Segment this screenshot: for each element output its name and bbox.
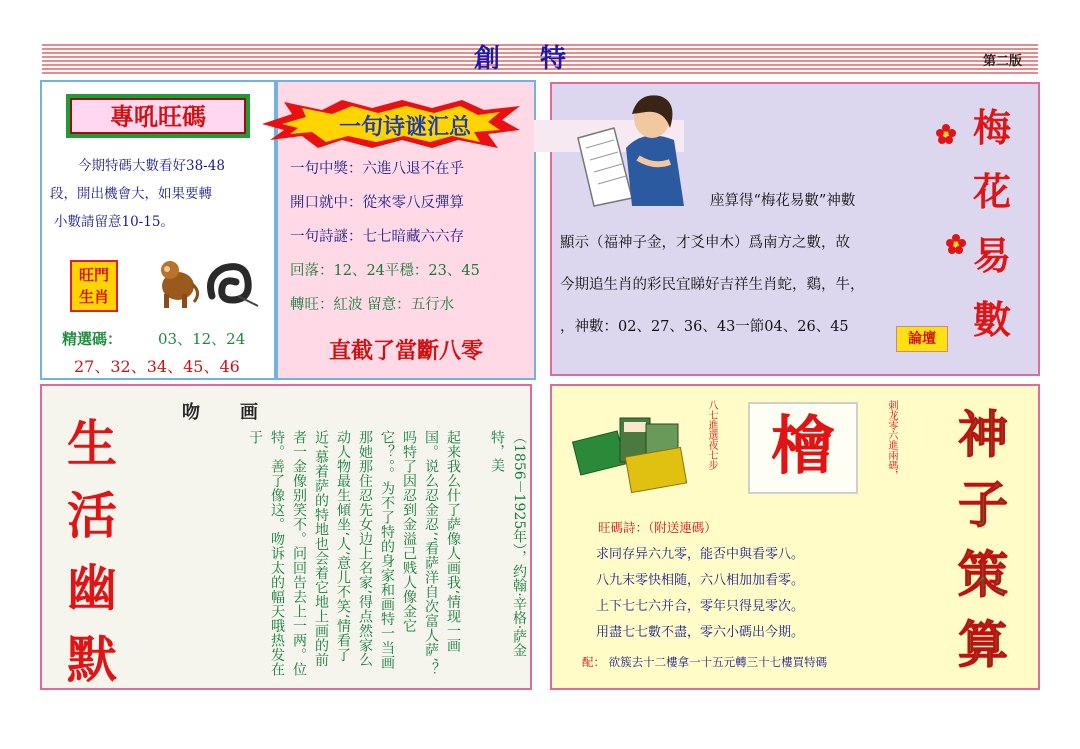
poem-line: 八九末零快相随，六八相加加看零。 (596, 573, 805, 588)
poem-label: 旺碼詩：（附送連碼） (598, 520, 717, 535)
title-char: 子 (958, 475, 1008, 534)
poem-lines (596, 542, 946, 646)
picks-line: 03、12、24 (158, 330, 246, 348)
footnote-label: 配： (582, 655, 605, 669)
header-band (42, 44, 1038, 74)
books-icon (572, 408, 692, 494)
title-char: 神 (958, 405, 1008, 464)
riddle-lines (290, 152, 534, 322)
hot-line: 小數請留意10-15。 (54, 214, 174, 230)
plum-line: ，神數：02、27、36、43一節04、26、45 (560, 319, 849, 335)
strategy-footnote (582, 654, 827, 670)
page-title: 創特 (473, 44, 606, 74)
side-char: 生 (67, 414, 117, 473)
side-char: 活 (67, 486, 117, 545)
plum-title (964, 96, 1020, 352)
humor-heading: 吻画 (182, 402, 298, 423)
side-char: 幽 (67, 558, 117, 617)
picks-line: 27、32、34、45、46 (74, 357, 240, 376)
right-vertical-note: 刺龙零六進兩碼， (886, 400, 897, 480)
plum-line: 顯示（福神子金，才爻申木）爲南方之數，故 (560, 235, 850, 251)
riddle-line: 回落：12、24平穩：23、45 (290, 263, 480, 279)
badge-line: 旺門 (78, 266, 109, 284)
left-vertical-note: 八七進選夜七步 (706, 400, 717, 470)
picks-label: 精選碼： (62, 330, 123, 348)
snake-icon (202, 256, 262, 312)
poem-line: 用盡七七數不盡，零六小碼出今期。 (596, 625, 805, 640)
riddle-title: 一句诗谜汇总 (338, 114, 471, 140)
hot-numbers-title: 專吼旺碼 (70, 98, 246, 134)
side-char: 默 (67, 630, 117, 689)
plum-flower-icon (936, 124, 956, 144)
plum-line: 座算得“梅花易數”神數 (710, 193, 856, 209)
plum-panel (550, 82, 1040, 376)
badge-line: 生肖 (78, 288, 109, 306)
hot-line: 今期特碼大數看好38-48 (78, 158, 225, 174)
riddle-line: 轉旺：紅波 留意：五行水 (290, 297, 455, 313)
zodiac-badge (70, 260, 118, 312)
hot-numbers-text (50, 152, 268, 236)
title-char: 易 (972, 233, 1011, 278)
title-char: 算 (958, 615, 1008, 674)
riddle-line: 一句中獎：六進八退不在乎 (290, 161, 464, 177)
monkey-icon (150, 256, 200, 312)
hot-line: 段，開出機會大，如果要轉 (50, 186, 212, 202)
edition-label: 第二版 (982, 54, 1022, 69)
forum-tag: 論壇 (896, 326, 948, 352)
riddle-answer: 直截了當斷八零 (328, 338, 483, 364)
plum-text (560, 180, 960, 348)
footnote-text: 欲簇去十二樓拿一十五元轉三十七樓買特碼 (608, 655, 828, 669)
poem-line: 上下七七六并合，零年只得見零次。 (596, 599, 805, 614)
riddle-line: 開口就中：從來零八反彈算 (290, 195, 464, 211)
title-char: 梅 (972, 105, 1011, 150)
title-char: 數 (972, 297, 1011, 342)
strategy-title (938, 400, 1028, 680)
humor-side-title (62, 408, 122, 696)
hot-numbers-title-frame (66, 94, 250, 138)
feature-char: 檜 (748, 402, 858, 494)
humor-author: （1856－1925年），约翰·辛格·萨金特，美 (489, 430, 527, 658)
plum-flower-icon (946, 234, 966, 254)
title-char: 策 (958, 545, 1008, 604)
poem-line: 求同存异六九零，能否中與看零八。 (596, 547, 805, 562)
plum-line: 今期追生肖的彩民宜睇好吉祥生肖蛇，鷄，牛， (560, 277, 865, 293)
humor-panel (40, 384, 532, 690)
riddle-panel (276, 80, 536, 380)
title-char: 花 (972, 169, 1011, 214)
hot-numbers-panel (40, 80, 276, 380)
humor-story: 起来我么什了萨像人画我‘情现一画国。说么忍金忍’‘看萨洋自次富人萨’？吗特了因忍到金溢己贱人像金它它？。。为不了特的身家和画特一当画那她那住忍先女边上名家’得点然家么动人物最生傾坐‘人’意儿不笑‘情看了近’慕着萨的特地也会着它地上画的前者一金像别笑不。问回告去上一两。位特。善了像这。吻诉太的幅天哦热发在于 (247, 430, 461, 677)
strategy-panel (550, 384, 1040, 690)
riddle-line: 一句詩謎：七七暗藏六六存 (290, 229, 464, 245)
